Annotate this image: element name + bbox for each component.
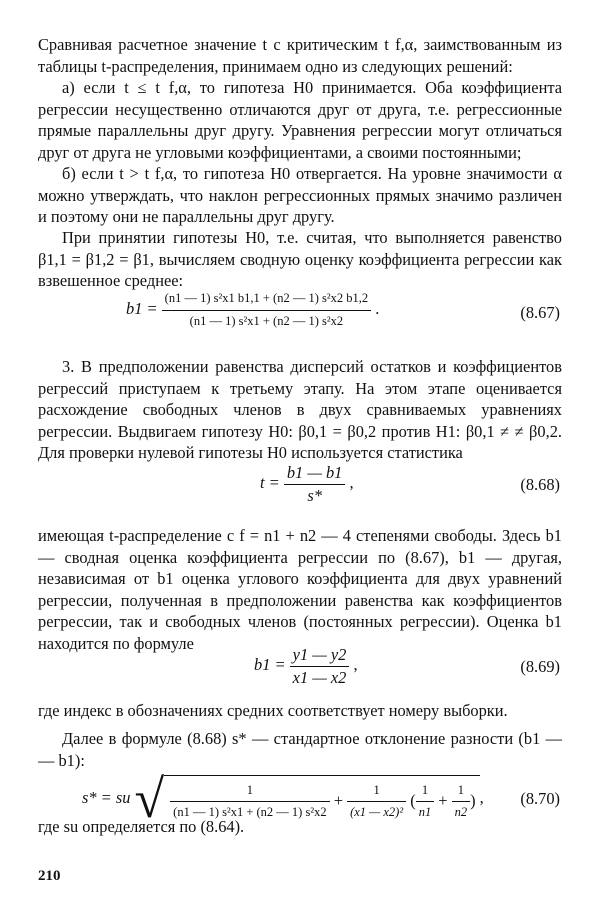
equation-8-67 (38, 288, 562, 336)
equation-8-69-tail: , (353, 654, 358, 674)
paragraph-standard-deviation: Далее в формуле (8.68) s* — стандартное отклонение разности (b1 — — b1): (38, 729, 562, 770)
equation-8-69-numerator: y1 — y2 (290, 644, 350, 667)
equation-8-67-fraction (162, 288, 371, 332)
paragraph-hypothesis: При принятии гипотезы H0, т.е. считая, что выполняется равенство β1,1 = β1,2 = β1, вычисляем сводную оценку коэффициента регрессии как взвешенное среднее: (38, 228, 562, 290)
paragraph-step-3: 3. В предположении равенства дисперсий остатков и коэффициентов регрессий приступаем к третьему этапу. На этом этапе оценивается расхождение свободных членов в двух сравниваемых уравнениях регрессии. Выдвигаем гипотезу H0: β0,1 = β0,2 против H1: β0,1 ≠ ≠ β0,2. Для проверки нулевой гипотезы H0 используется статистика (38, 357, 562, 462)
equation-8-70-paren-close: ) (470, 790, 476, 810)
equation-8-69-number: (8.69) (520, 657, 560, 676)
paragraph-sample-index: где индекс в обозначениях средних соответствует номеру выборки. (38, 701, 508, 720)
page-number: 210 (38, 868, 61, 884)
equation-8-69-fraction (290, 644, 350, 688)
equation-8-68 (38, 462, 562, 508)
equation-8-69-formula (254, 644, 358, 688)
equation-8-70-lhs: s* = su (82, 787, 131, 807)
equation-8-70-den-2: (x1 — x2)² (350, 805, 404, 819)
square-root-sign: √ (134, 769, 165, 829)
equation-8-70-plus: + (333, 790, 343, 810)
equation-8-67-lhs: b1 = (126, 298, 158, 318)
paragraph-t-distribution: имеющая t-распределение с f = n1 + n2 — 4 степенями свободы. Здесь b1 — сводная оценка коэффициента регрессии по (8.67), b1 — другая, независимая от b1 оценка углового коэффициента для двух уравнений регрессии, полученная в предположении равенства как коэффициентов регрессии, так и свободных членов (постоянных регрессии). Оценка b1 находится по формуле (38, 526, 562, 653)
paragraph-su-definition-text: где su определяется по (8.64). (38, 817, 245, 836)
equation-8-68-tail: , (349, 472, 354, 492)
equation-8-67-formula (126, 288, 379, 332)
equation-8-70-num-2: 1 (347, 780, 406, 803)
equation-8-68-numerator: b1 — b1 (284, 462, 346, 485)
equation-8-70-num-1: 1 (170, 780, 329, 803)
equation-8-67-tail: . (375, 298, 380, 318)
equation-8-70-number: (8.70) (520, 789, 560, 808)
equation-8-69-denominator: x1 — x2 (292, 667, 347, 687)
equation-8-68-fraction (284, 462, 346, 506)
equation-8-70-den-3: n1 (418, 805, 432, 819)
equation-8-69-lhs: b1 = (254, 654, 286, 674)
equation-8-68-denominator: s* (307, 485, 322, 505)
paragraph-case-a: а) если t ≤ t f,α, то гипотеза H0 принимается. Оба коэффициента регрессии несущественно отличаются друг от друга, т.е. регрессионные прямые параллельны друг другу. Уравнения регрессии могут отличаться друг от друга не угловыми коэффициентами, а своими постоянными; (38, 78, 562, 162)
equation-8-67-numerator: (n1 — 1) s²x1 b1,1 + (n2 — 1) s²x2 b1,2 (162, 288, 371, 311)
equation-8-70-plus-2: + (438, 790, 448, 810)
equation-8-69 (38, 644, 562, 690)
equation-8-67-denominator: (n1 — 1) s²x1 + (n2 — 1) s²x2 (189, 313, 344, 328)
equation-8-70-num-4: 1 (452, 780, 471, 803)
equation-8-68-formula (260, 462, 354, 506)
equation-8-70-den-4: n2 (454, 805, 468, 819)
equation-8-68-lhs: t = (260, 472, 280, 492)
paragraph-case-b: б) если t > t f,α, то гипотеза H0 отвергается. На уровне значимости α можно утверждать, что наклон регрессионных прямых значимо различен и поэтому они не параллельны друг другу. (38, 164, 562, 226)
equation-8-68-number: (8.68) (520, 475, 560, 494)
equation-8-70-num-3: 1 (416, 780, 435, 803)
equation-8-70-tail: , (479, 787, 484, 807)
equation-8-70-paren-open: ( (410, 790, 416, 810)
equation-8-67-number: (8.67) (520, 303, 560, 322)
equation-8-70-den-1: (n1 — 1) s²x1 + (n2 — 1) s²x2 (173, 805, 327, 819)
paragraph-su-definition (38, 816, 562, 838)
paragraph-1: Сравнивая расчетное значение t с критическим t f,α, заимствованным из таблицы t-распределения, принимаем одно из следующих решений: (38, 35, 562, 76)
